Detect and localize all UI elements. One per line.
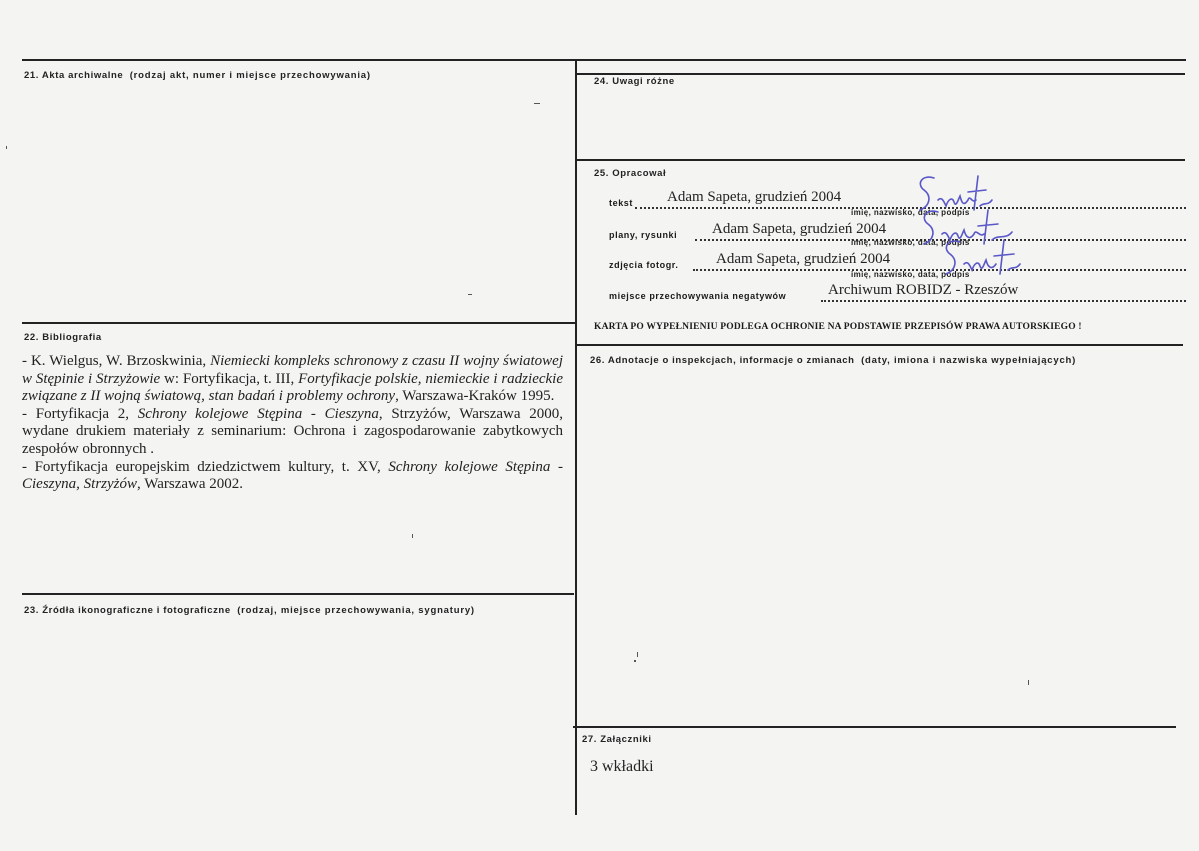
copyright-notice: KARTA PO WYPEŁNIENIU PODLEGA OCHRONIE NA PODSTAWIE PRZEPISÓW PRAWA AUTORSKIEGO ! (594, 322, 1082, 332)
rule-24-25 (576, 159, 1185, 161)
top-rule (22, 59, 1186, 61)
dotted-line (821, 300, 1186, 302)
rule-top-right (576, 73, 1185, 75)
bibliography-entry: - K. Wielgus, W. Brzoskwinia, Niemiecki kompleks schronowy z czasu II wojny światowej w Stępinie i Strzyżowie w: Fortyfikacja, t. III, Fortyfikacje polskie, niemieckie i radzieckie związane z II wojną światową, stan badań i problemy ochrony, Warszawa-Kraków 1995. (22, 353, 564, 405)
section-23-label: 23. Źródła ikonograficzne i fotograficzne (rodzaj, miejsce przechowywania, sygnatury) (24, 605, 475, 616)
scan-speck (468, 294, 472, 295)
section-27-label: 27. Załączniki (582, 734, 652, 745)
signature-icon (938, 236, 1022, 282)
row-caption: imię, nazwisko, data, podpis (851, 270, 970, 279)
bibliography-text (22, 353, 563, 494)
row-caption: imię, nazwisko, data, podpis (851, 238, 970, 247)
bibliography-entry: - Fortyfikacja 2, Schrony kolejowe Stępina - Cieszyna, Strzyżów, Warszawa 2000, wydane drukiem materiały z seminarium: Ochrona i zagospodarowanie zabytkowych zespołów obronnych . (22, 405, 563, 457)
row-value: Adam Sapeta, grudzień 2004 (712, 221, 887, 237)
row-value: Adam Sapeta, grudzień 2004 (667, 189, 842, 205)
row-label: plany, rysunki (609, 230, 678, 240)
section-21-label: 21. Akta archiwalne (rodzaj akt, numer i miejsce przechowywania) (24, 70, 371, 81)
section-26-label: 26. Adnotacje o inspekcjach, informacje o zmianach (daty, imiona i nazwiska wypełniających) (590, 355, 1077, 366)
section-25-label: 25. Opracował (594, 168, 667, 179)
row-label: zdjęcia fotogr. (609, 260, 679, 270)
negatives-row (609, 283, 1186, 305)
rule-25-26 (576, 344, 1183, 346)
scan-speck (412, 534, 413, 538)
column-divider (575, 60, 577, 815)
rule-21-22 (22, 322, 576, 324)
scan-speck (534, 103, 540, 104)
scan-speck (6, 146, 7, 149)
scan-speck (637, 652, 638, 657)
row-caption: imię, nazwisko, data, podpis (851, 208, 970, 217)
section-22-label: 22. Bibliografia (24, 332, 102, 343)
bibliography-entry: - Fortyfikacja europejskim dziedzictwem kultury, t. XV, Schrony kolejowe Stępina - Cieszyna, Strzyżów, Warszawa 2002. (22, 458, 563, 493)
row-label: miejsce przechowywania negatywów (609, 291, 787, 301)
scan-speck (634, 660, 636, 662)
section-24-label: 24. Uwagi różne (594, 76, 675, 87)
row-label: tekst (609, 198, 634, 208)
row-value: Adam Sapeta, grudzień 2004 (716, 251, 891, 267)
attachments-value: 3 wkładki (590, 758, 654, 775)
row-value: Archiwum ROBIDZ - Rzeszów (828, 282, 1019, 298)
rule-26-27 (573, 726, 1176, 728)
rule-22-23 (22, 593, 574, 595)
scan-speck (1028, 680, 1029, 685)
